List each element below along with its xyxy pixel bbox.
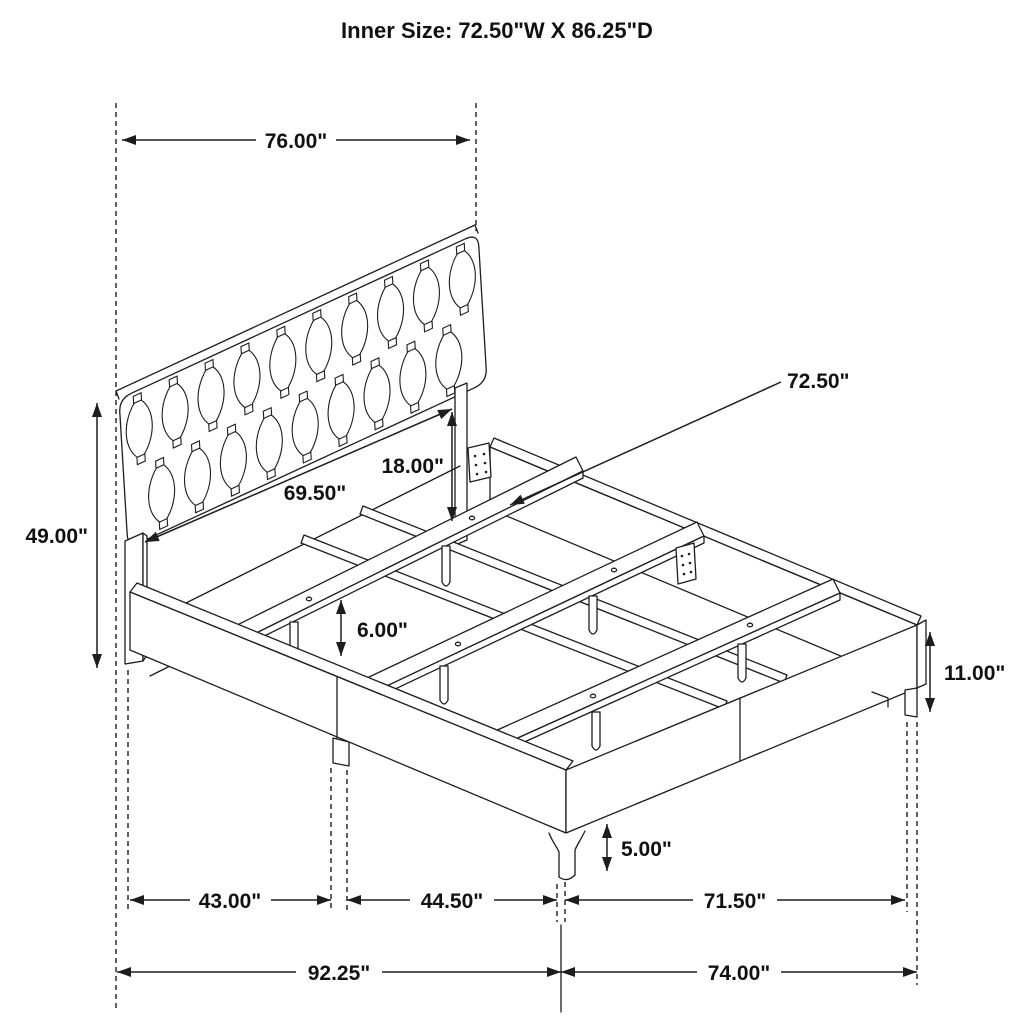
corner-post bbox=[917, 620, 926, 688]
slat-leg bbox=[589, 596, 597, 634]
dim-front-leg-to-foot-corner bbox=[565, 886, 905, 913]
slat-leg bbox=[738, 644, 746, 682]
dim-headboard-to-center-leg bbox=[130, 886, 331, 913]
dim-headboard-clearance bbox=[381, 412, 452, 521]
dim-label-slat-length: 72.50" bbox=[787, 370, 850, 393]
dim-center-leg-to-front-leg bbox=[347, 886, 557, 913]
dim-label-slat-leg-height: 6.00" bbox=[357, 619, 408, 642]
slat-leg bbox=[440, 666, 448, 704]
diagram-title: Inner Size: 72.50"W X 86.25"D bbox=[341, 18, 653, 43]
dim-label-overall-depth: 92.25" bbox=[307, 962, 371, 985]
front-leg bbox=[549, 831, 585, 880]
screw-hole bbox=[590, 694, 595, 698]
screw-hole bbox=[306, 597, 311, 601]
dim-label-frame-depth: 74.00" bbox=[707, 962, 771, 985]
dim-front-leg-height bbox=[607, 824, 672, 871]
dim-headboard-width bbox=[122, 126, 470, 153]
screw-hole bbox=[747, 623, 752, 627]
dimensions bbox=[25, 126, 1005, 985]
screw-hole bbox=[469, 516, 474, 520]
side-rail-leg bbox=[333, 738, 349, 766]
dim-label-front-leg-height: 5.00" bbox=[621, 838, 672, 861]
dim-label-front-leg-to-foot-corner: 71.50" bbox=[703, 890, 767, 913]
bracket-plate bbox=[676, 543, 696, 584]
dim-label-headboard-clearance: 18.00" bbox=[381, 455, 444, 478]
slat-leg bbox=[592, 712, 600, 750]
dim-overall-depth bbox=[117, 958, 561, 985]
bracket-plate bbox=[468, 443, 491, 482]
dim-label-headboard-to-center-leg: 43.00" bbox=[198, 890, 262, 913]
slat-leg bbox=[442, 546, 450, 586]
dim-headboard-height bbox=[25, 403, 97, 668]
dim-label-headboard-width: 76.00" bbox=[264, 130, 328, 153]
dim-label-frame-side-height: 11.00" bbox=[944, 662, 1006, 685]
dim-label-center-leg-to-front-leg: 44.50" bbox=[420, 890, 484, 913]
corner-leg-plate bbox=[905, 688, 917, 717]
dim-frame-depth bbox=[561, 958, 917, 985]
screw-hole bbox=[611, 568, 616, 572]
screw-hole bbox=[455, 642, 460, 646]
dim-frame-side-height bbox=[930, 632, 1005, 712]
dim-label-headboard-height: 49.00" bbox=[25, 525, 88, 548]
extension-lines bbox=[116, 103, 917, 1012]
dim-slat-leg-height bbox=[341, 600, 408, 656]
dim-label-headboard-panel-width: 69.50" bbox=[283, 482, 347, 505]
